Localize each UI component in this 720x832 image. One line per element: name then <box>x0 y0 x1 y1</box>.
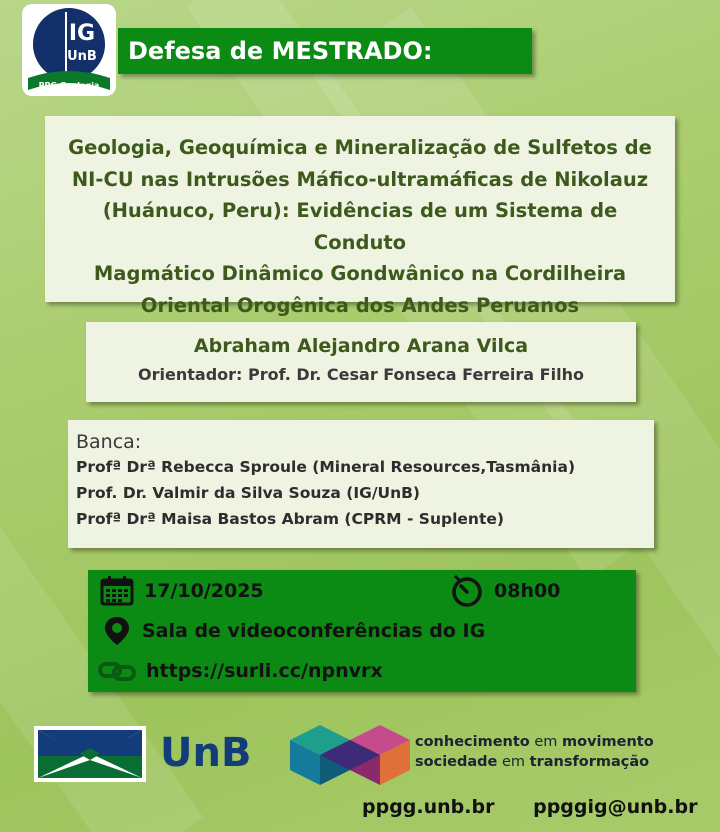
email-link[interactable]: ppggig@unb.br <box>533 796 698 818</box>
logo-program: PPG Geologia <box>38 81 100 90</box>
event-time: 08h00 <box>494 580 561 602</box>
logo-sub: UnB <box>67 49 97 64</box>
unb-logo-icon <box>34 726 146 782</box>
event-location: Sala de videoconferências do IG <box>142 620 486 642</box>
event-date-row <box>100 576 264 606</box>
footer-links <box>362 796 702 818</box>
event-date: 17/10/2025 <box>144 580 264 602</box>
event-info-box <box>88 570 636 692</box>
event-location-row <box>102 616 485 646</box>
logo-abbr: IG <box>68 21 96 46</box>
event-link[interactable]: https://surli.cc/npnvrx <box>146 660 383 682</box>
author-box <box>86 322 636 402</box>
location-pin-icon <box>102 615 132 647</box>
conhecimento-movimento-logo-icon <box>290 720 410 790</box>
slogan-line-1: conhecimento em movimento <box>415 734 654 750</box>
website-link[interactable]: ppgg.unb.br <box>362 796 495 818</box>
author-name: Abraham Alejandro Arana Vilca <box>193 335 529 357</box>
thesis-title <box>55 132 665 321</box>
calendar-icon <box>100 576 134 606</box>
thesis-title-line: (Huánuco, Peru): Evidências de um Sistema de Conduto <box>102 199 618 254</box>
header-banner: Defesa de MESTRADO: <box>118 28 532 74</box>
thesis-title-line: Geologia, Geoquímica e Mineralização de Sulfetos de <box>68 136 652 159</box>
unb-wordmark: UnB <box>160 730 252 776</box>
event-link-row[interactable] <box>98 656 383 686</box>
clock-icon <box>450 575 484 607</box>
link-icon <box>98 658 136 684</box>
banca-member: Prof. Dr. Valmir da Silva Souza (IG/UnB) <box>76 484 421 502</box>
slogan-line-2: sociedade em transformação <box>415 754 650 770</box>
advisor: Orientador: Prof. Dr. Cesar Fonseca Ferreira Filho <box>138 365 584 384</box>
slogan <box>415 732 654 772</box>
thesis-title-line: Magmático Dinâmico Gondwânico na Cordilheira <box>93 262 627 285</box>
thesis-title-line: NI-CU nas Intrusões Máfico-ultramáficas de Nikolauz <box>71 167 649 191</box>
thesis-title-line: Oriental Orogênica dos Andes Peruanos <box>140 293 580 317</box>
ig-unb-logo <box>22 4 116 96</box>
banca-member: Profª Drª Rebecca Sproule (Mineral Resources,Tasmânia) <box>76 458 576 476</box>
banca-title: Banca: <box>76 431 142 453</box>
thesis-title-box <box>45 116 675 317</box>
event-time-row <box>450 576 560 606</box>
banca-member: Profª Drª Maisa Bastos Abram (CPRM - Suplente) <box>76 510 504 528</box>
banca-box <box>68 420 654 548</box>
